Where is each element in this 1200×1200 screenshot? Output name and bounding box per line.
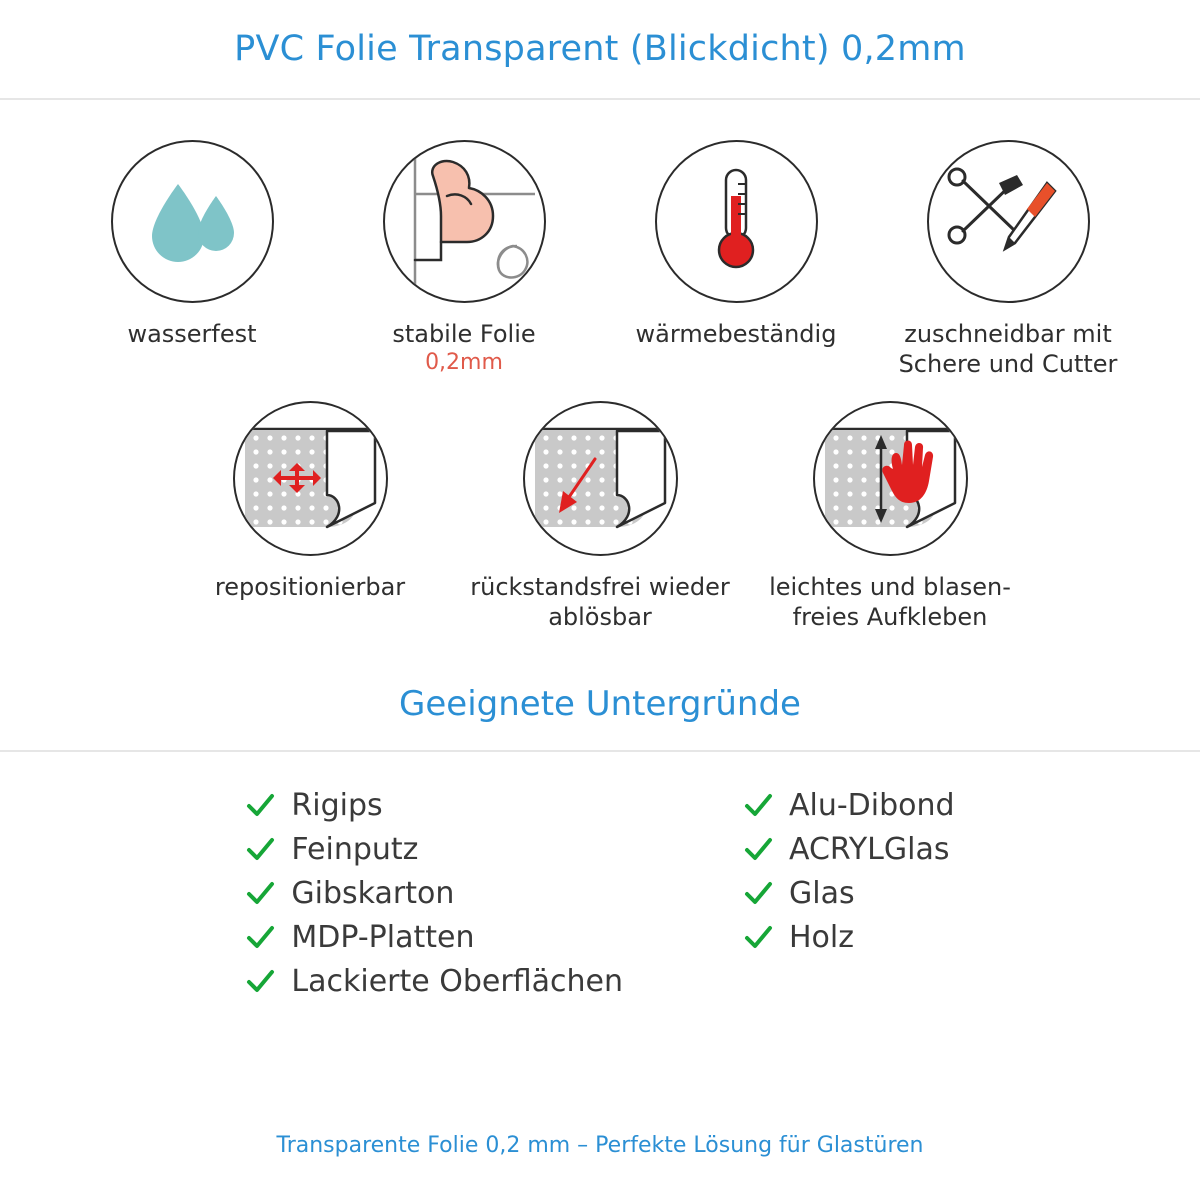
check-icon [743, 879, 773, 909]
list-item [245, 964, 623, 999]
substrate-label: Holz [788, 920, 854, 955]
check-icon [245, 923, 275, 953]
feature-zuschneidbar [872, 140, 1144, 379]
substrates-section [0, 788, 1200, 999]
feature-caption [636, 319, 837, 349]
list-item [743, 788, 955, 823]
feature-row-2 [20, 401, 1180, 632]
feature-icon-circle [111, 140, 274, 303]
reposition-arrows-icon [235, 403, 386, 554]
substrates-column-right [743, 788, 955, 999]
check-icon [245, 967, 275, 997]
list-item [743, 920, 955, 955]
feature-icon-circle [927, 140, 1090, 303]
list-item [245, 876, 623, 911]
substrate-label: Gibskarton [291, 876, 455, 911]
feature-label: wasserfest [127, 320, 257, 348]
feature-repositionierbar [165, 401, 455, 602]
check-icon [743, 923, 773, 953]
substrates-column-left [245, 788, 623, 999]
substrate-label: Rigips [291, 788, 383, 823]
feature-stabile-folie [328, 140, 600, 377]
feature-label: zuschneidbar mit Schere und Cutter [898, 320, 1118, 378]
substrate-label: Glas [788, 876, 855, 911]
feature-icon-circle [383, 140, 546, 303]
features-section [0, 100, 1200, 632]
feature-icon-circle [655, 140, 818, 303]
feature-caption [873, 319, 1143, 379]
feature-label: stabile Folie [392, 320, 536, 348]
page-title: PVC Folie Transparent (Blickdicht) 0,2mm [234, 29, 966, 69]
thermometer-icon [676, 162, 796, 282]
feature-blasenfreies-aufkleben [745, 401, 1035, 632]
feature-row-1 [20, 140, 1180, 379]
feature-label: repositionierbar [214, 573, 406, 601]
feature-caption [215, 572, 405, 602]
check-icon [245, 879, 275, 909]
footer-note: Transparente Folie 0,2 mm – Perfekte Lösung für Glastüren [276, 1133, 924, 1158]
feature-icon-circle [523, 401, 678, 556]
substrate-label: ACRYLGlas [788, 832, 950, 867]
section-title: Geeignete Untergründe [399, 684, 801, 724]
list-item [743, 876, 955, 911]
feature-rueckstandsfrei [455, 401, 745, 632]
list-item [743, 832, 955, 867]
feature-wasserfest [56, 140, 328, 349]
feature-waermebestaendig [600, 140, 872, 349]
section-header [0, 684, 1200, 752]
feature-caption [127, 319, 256, 349]
substrate-label: Feinputz [291, 832, 419, 867]
check-icon [743, 835, 773, 865]
check-icon [245, 791, 275, 821]
feature-label: rückstandsfrei wieder ablösbar [470, 573, 730, 631]
list-item [245, 920, 623, 955]
header [0, 0, 1200, 100]
substrate-label: Alu-Dibond [788, 788, 955, 823]
check-icon [743, 791, 773, 821]
list-item [245, 788, 623, 823]
water-drops-icon [132, 162, 252, 282]
feature-label: leichtes und blasen-freies Aufkleben [769, 573, 1011, 631]
feature-icon-circle [233, 401, 388, 556]
peel-off-arrow-icon [525, 403, 676, 554]
feature-sublabel: 0,2mm [425, 350, 503, 375]
hand-smoothing-icon [815, 403, 966, 554]
feature-label: wärmebeständig [635, 320, 837, 348]
feature-caption [755, 572, 1025, 632]
feature-caption [465, 572, 735, 632]
list-item [245, 832, 623, 867]
substrate-label: Lackierte Oberflächen [291, 964, 623, 999]
feature-icon-circle [813, 401, 968, 556]
substrate-label: MDP-Platten [291, 920, 475, 955]
check-icon [245, 835, 275, 865]
scissors-cutter-icon [943, 157, 1073, 287]
strong-arm-film-icon [385, 142, 544, 301]
feature-caption [392, 319, 535, 377]
